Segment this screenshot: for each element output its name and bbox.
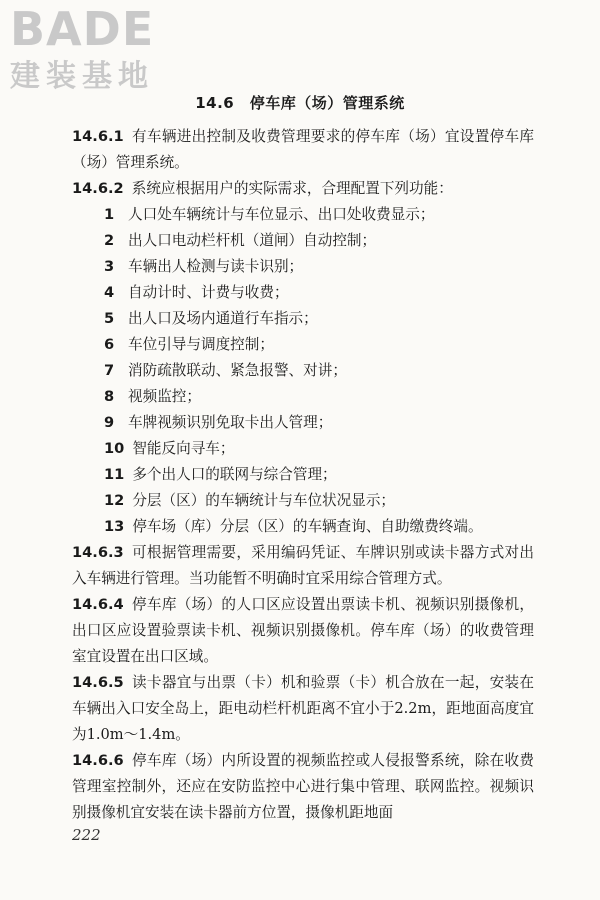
clause-14-6-3 xyxy=(72,540,534,592)
list-item xyxy=(72,488,534,514)
logo-wordmark: BADE xyxy=(10,2,155,56)
item-text: 多个出人口的联网与综合管理； xyxy=(132,466,337,483)
item-number: 1 xyxy=(104,206,115,223)
item-number: 7 xyxy=(104,362,115,379)
clause-text: 停车库（场）内所设置的视频监控或人侵报警系统，除在收费管理室控制外，还应在安防监控中心进行集中管理、联网监控。视频识别摄像机宜安装在读卡器前方位置，摄像机距地面 xyxy=(72,752,534,821)
item-text: 出人口及场内通道行车指示； xyxy=(128,310,318,327)
logo-subtitle: 建装基地 xyxy=(10,59,154,94)
item-number: 11 xyxy=(104,466,125,483)
item-text: 分层（区）的车辆统计与车位状况显示； xyxy=(132,492,396,509)
item-number: 8 xyxy=(104,388,115,405)
clause-text: 可根据管理需要，采用编码凭证、车牌识别或读卡器方式对出入车辆进行管理。当功能暂不明确时宜采用综合管理方式。 xyxy=(72,544,534,587)
clause-text: 读卡器宜与出票（卡）机和验票（卡）机合放在一起，安装在车辆出入口安全岛上，距电动栏杆机距离不宜小于2.2m，距地面高度宜为1.0m～1.4m。 xyxy=(72,674,534,743)
item-text: 车牌视频识别免取卡出人管理； xyxy=(128,414,333,431)
item-text: 车位引导与调度控制； xyxy=(128,336,274,353)
item-text: 视频监控； xyxy=(128,388,201,405)
clause-number: 14.6.2 xyxy=(72,180,124,197)
item-number: 12 xyxy=(104,492,125,509)
item-text: 自动计时、计费与收费； xyxy=(128,284,289,301)
page-number: 222 xyxy=(72,826,101,844)
bade-logo xyxy=(10,2,180,98)
clause-text: 有车辆进出控制及收费管理要求的停车库（场）宜设置停车库（场）管理系统。 xyxy=(72,128,534,171)
list-item xyxy=(72,462,534,488)
list-item xyxy=(72,358,534,384)
list-item xyxy=(72,514,534,540)
item-text: 车辆出人检测与读卡识别； xyxy=(128,258,304,275)
item-text: 人口处车辆统计与车位显示、出口处收费显示； xyxy=(128,206,435,223)
item-number: 13 xyxy=(104,518,125,535)
item-text: 消防疏散联动、紧急报警、对讲； xyxy=(128,362,347,379)
item-number: 9 xyxy=(104,414,115,431)
list-item xyxy=(72,306,534,332)
list-item xyxy=(72,332,534,358)
item-number: 4 xyxy=(104,284,115,301)
item-number: 6 xyxy=(104,336,115,353)
list-item xyxy=(72,410,534,436)
clause-14-6-4 xyxy=(72,592,534,670)
list-item xyxy=(72,384,534,410)
item-text: 智能反向寻车； xyxy=(132,440,235,457)
item-number: 5 xyxy=(104,310,115,327)
list-item xyxy=(72,280,534,306)
clause-number: 14.6.4 xyxy=(72,596,124,613)
clause-14-6-5 xyxy=(72,670,534,748)
clause-number: 14.6.6 xyxy=(72,752,124,769)
document-body xyxy=(72,124,534,826)
item-text: 出人口电动栏杆机（道闸）自动控制； xyxy=(128,232,377,249)
item-number: 2 xyxy=(104,232,115,249)
item-text: 停车场（库）分层（区）的车辆查询、自助缴费终端。 xyxy=(132,518,483,535)
clause-number: 14.6.5 xyxy=(72,674,124,691)
clause-14-6-6 xyxy=(72,748,534,826)
clause-number: 14.6.1 xyxy=(72,128,124,145)
clause-number: 14.6.3 xyxy=(72,544,124,561)
list-item xyxy=(72,436,534,462)
clause-14-6-1 xyxy=(72,124,534,176)
clause-14-6-2 xyxy=(72,176,534,202)
clause-text: 停车库（场）的人口区应设置出票读卡机、视频识别摄像机，出口区应设置验票读卡机、视频识别摄像机。停车库（场）的收费管理室宜设置在出口区域。 xyxy=(72,596,534,665)
list-item xyxy=(72,254,534,280)
list-item xyxy=(72,228,534,254)
section-title: 14.6 停车库（场）管理系统 xyxy=(195,94,405,112)
list-item xyxy=(72,202,534,228)
item-number: 10 xyxy=(104,440,125,457)
clause-text: 系统应根据用户的实际需求，合理配置下列功能： xyxy=(131,180,453,197)
item-number: 3 xyxy=(104,258,115,275)
